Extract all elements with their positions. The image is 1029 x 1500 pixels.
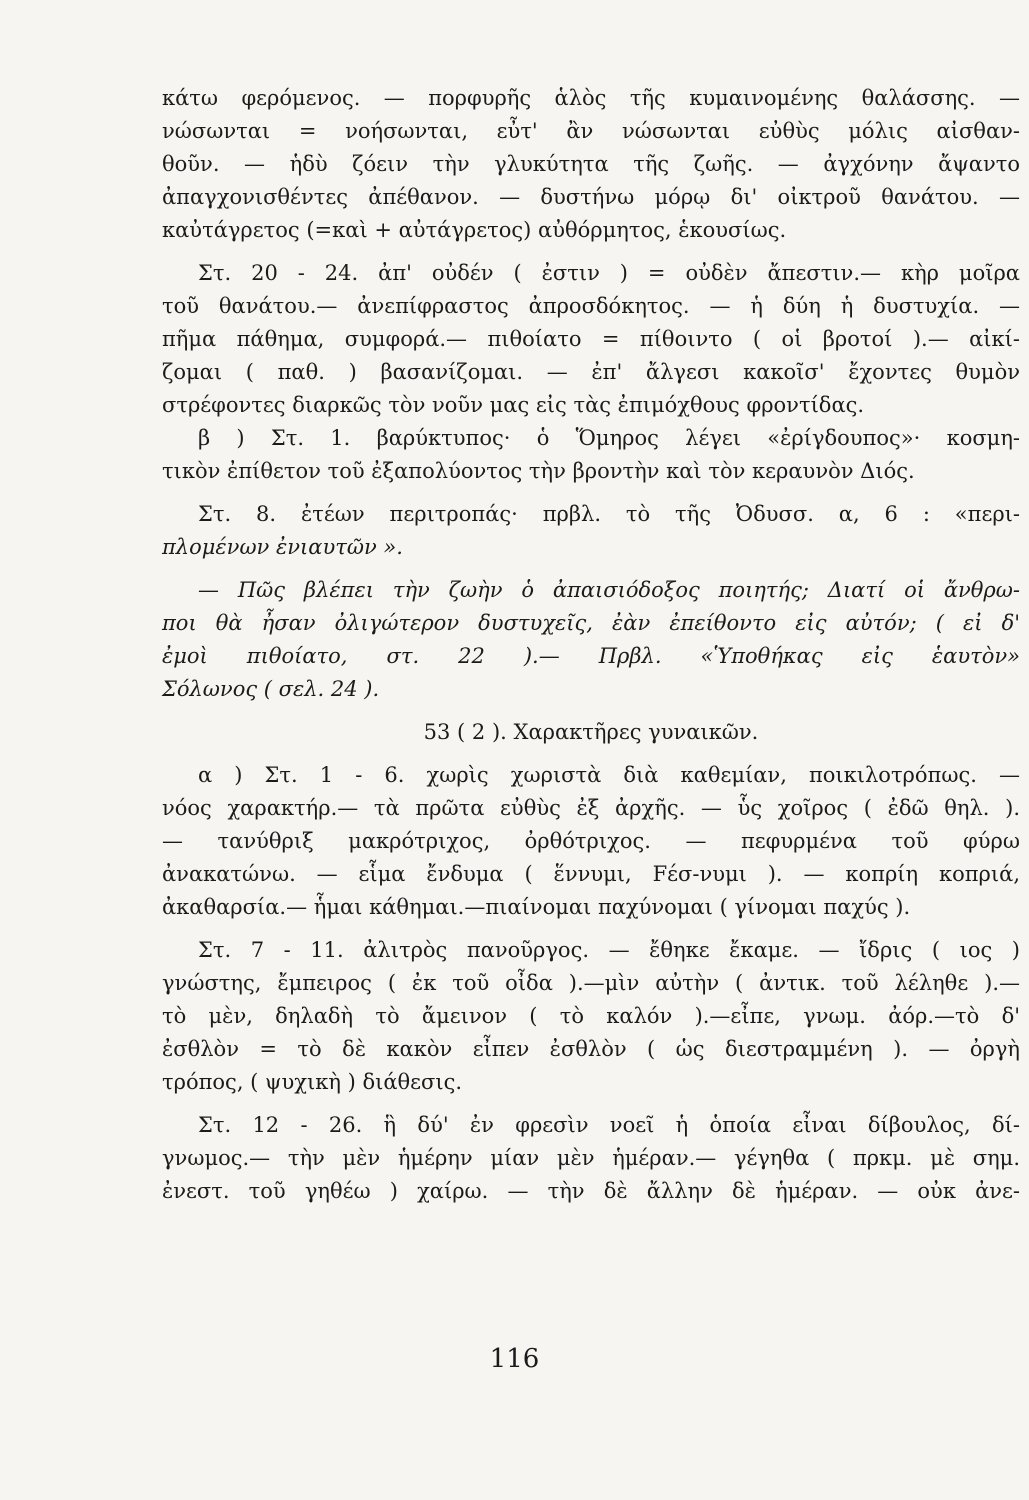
- text-line: ποι θὰ ἦσαν ὀλιγώτερον δυστυχεῖς, ἐὰν ἐπείθοντο εἰς αὐτόν; ( εἰ δ': [162, 611, 1020, 635]
- text-line: Στ. 7 - 11. ἀλιτρὸς πανοῦργος. — ἔθηκε ἔκαμε. — ἴδρις ( ιος ): [198, 938, 1020, 962]
- text-line: νόος χαρακτήρ.— τὰ πρῶτα εὐθὺς ἐξ ἀρχῆς. — ὗς χοῖρος ( ἐδῶ θηλ. ).: [162, 796, 1020, 820]
- text-line: πλομένων ἐνιαυτῶν ».: [162, 535, 403, 559]
- text-line: τὸ μὲν, δηλαδὴ τὸ ἄμεινον ( τὸ καλόν ).—εἶπε, γνωμ. ἀόρ.—τὸ δ': [162, 1004, 1020, 1028]
- text-line: ἐμοὶ πιθοίατο, στ. 22 ).— Πρβλ. «Ὑποθήκας εἰς ἑαυτὸν»: [162, 644, 1020, 668]
- text-line: ἀνακατώνω. — εἷμα ἔνδυμα ( ἕννυμι, Fέσ-νυμι ). — κοπρίη κοπριά,: [162, 862, 1020, 886]
- text-line: θοῦν. — ἡδὺ ζόειν τὴν γλυκύτητα τῆς ζωῆς. — ἀγχόνην ἄψαντο: [162, 152, 1020, 176]
- text-line: ἀκαθαρσία.— ἧμαι κάθημαι.—πιαίνομαι παχύνομαι ( γίνομαι παχύς ).: [162, 895, 911, 919]
- text-line: ζομαι ( παθ. ) βασανίζομαι. — ἐπ' ἄλγεσι κακοῖσ' ἔχοντες θυμὸν: [162, 360, 1020, 384]
- text-line: κάτω φερόμενος. — πορφυρῆς ἁλὸς τῆς κυμαινομένης θαλάσσης. —: [162, 86, 1020, 110]
- text-line: γνωμος.— τὴν μὲν ἡμέρην μίαν μὲν ἡμέραν.— γέγηθα ( πρκμ. μὲ σημ.: [162, 1146, 1020, 1170]
- text-line: — τανύθριξ μακρότριχος, ὀρθότριχος. — πεφυρμένα τοῦ φύρω: [162, 829, 1020, 853]
- text-line: ἀπαγχονισθέντες ἀπέθανον. — δυστήνω μόρῳ δι' οἰκτροῦ θανάτου. —: [162, 185, 1020, 209]
- text-line: νώσωνται = νοήσωνται, εὖτ' ἂν νώσωνται εὐθὺς μόλις αἰσθαν-: [162, 119, 1020, 143]
- text-line: 53 ( 2 ). Χαρακτῆρες γυναικῶν.: [423, 720, 759, 744]
- text-line: ἐσθλὸν = τὸ δὲ κακὸν εἶπεν ἐσθλὸν ( ὡς διεστραμμένη ). — ὀργὴ: [162, 1037, 1020, 1061]
- text-line: στρέφοντες διαρκῶς τὸν νοῦν μας εἰς τὰς ἐπιμόχθους φροντίδας.: [162, 393, 865, 417]
- text-line: τρόπος, ( ψυχικὴ ) διάθεσις.: [162, 1070, 463, 1094]
- text-line: Στ. 12 - 26. ἣ δύ' ἐν φρεσὶν νοεῖ ἡ ὁποία εἶναι δίβουλος, δί-: [198, 1113, 1020, 1137]
- text-line: Στ. 20 - 24. ἀπ' οὐδέν ( ἐστιν ) = οὐδὲν ἄπεστιν.— κὴρ μοῖρα: [198, 261, 1020, 285]
- text-line: ἐνεστ. τοῦ γηθέω ) χαίρω. — τὴν δὲ ἄλλην δὲ ἡμέραν. — οὐκ ἀνε-: [162, 1179, 1020, 1203]
- text-line: — Πῶς βλέπει τὴν ζωὴν ὁ ἀπαισιόδοξος ποιητής; Διατί οἱ ἄνθρω-: [198, 578, 1020, 602]
- text-line: Σόλωνος ( σελ. 24 ).: [162, 677, 380, 701]
- text-line: γνώστης, ἔμπειρος ( ἐκ τοῦ οἶδα ).—μὶν αὐτὴν ( ἀντικ. τοῦ λέληθε ).—: [162, 971, 1020, 995]
- page-body-text: [162, 82, 1020, 1208]
- page-number: 116: [489, 1344, 540, 1374]
- text-line: Στ. 8. ἐτέων περιτροπάς· πρβλ. τὸ τῆς Ὀδυσσ. α, 6 : «περι-: [198, 502, 1020, 526]
- text-line: καὐτάγρετος (=καὶ + αὐτάγρετος) αὐθόρμητος, ἑκουσίως.: [162, 218, 787, 242]
- text-line: πῆμα πάθημα, συμφορά.— πιθοίατο = πίθοιντο ( οἱ βροτοί ).— αἰκί-: [162, 327, 1020, 351]
- text-line: τικὸν ἐπίθετον τοῦ ἐξαπολύοντος τὴν βροντὴν καὶ τὸν κεραυνὸν Διός.: [162, 459, 915, 483]
- text-line: α ) Στ. 1 - 6. χωρὶς χωριστὰ διὰ καθεμίαν, ποικιλοτρόπως. —: [198, 763, 1020, 787]
- text-line: β ) Στ. 1. βαρύκτυπος· ὁ Ὅμηρος λέγει «ἐρίγδουπος»· κοσμη-: [198, 426, 1020, 450]
- text-line: τοῦ θανάτου.— ἀνεπίφραστος ἀπροσδόκητος. — ἡ δύη ἡ δυστυχία. —: [162, 294, 1020, 318]
